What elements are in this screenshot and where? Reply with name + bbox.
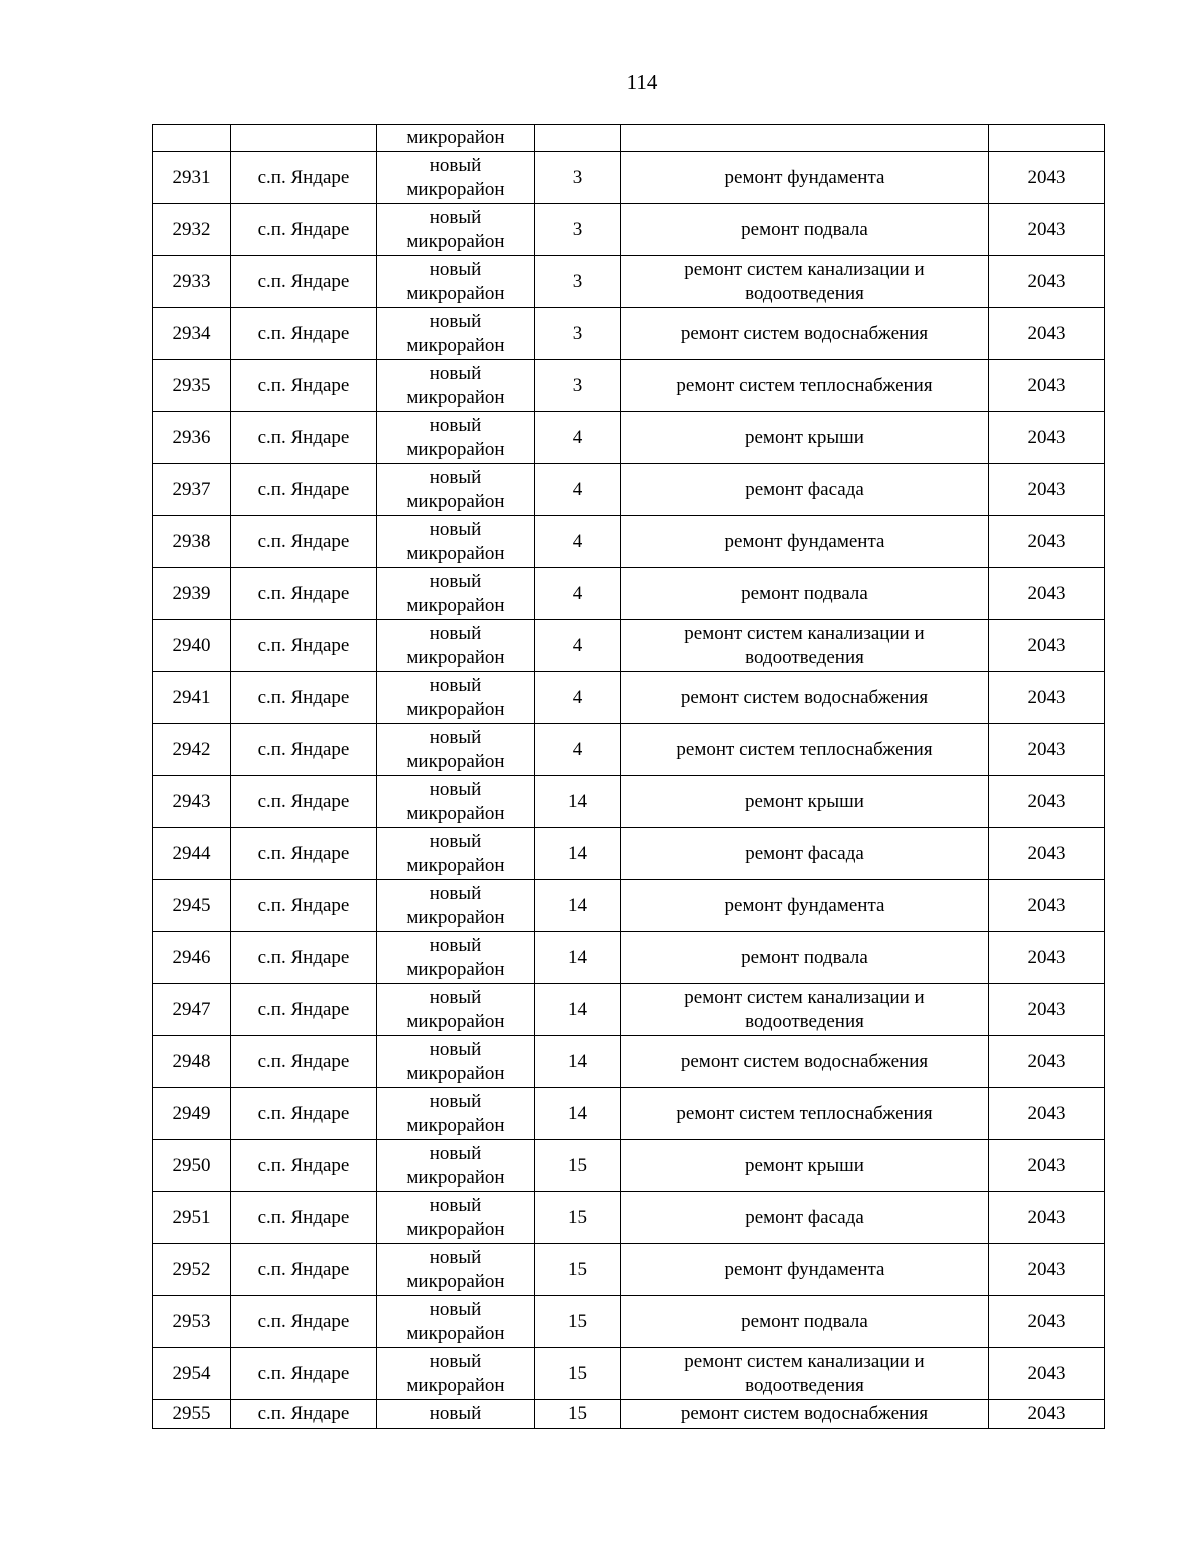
page-number: 114 xyxy=(626,70,658,94)
cell-work-type xyxy=(621,1348,989,1400)
cell-number: 2941 xyxy=(153,672,231,724)
work-line-1: ремонт подвала xyxy=(741,1310,868,1332)
table-row xyxy=(153,1036,1105,1088)
cell-house: 14 xyxy=(535,932,621,984)
cell-number: 2952 xyxy=(153,1244,231,1296)
cell-work-type xyxy=(621,1140,989,1192)
cell-work-type xyxy=(621,932,989,984)
cell-number: 2938 xyxy=(153,516,231,568)
cell-house: 14 xyxy=(535,1088,621,1140)
cell-number: 2950 xyxy=(153,1140,231,1192)
street-line-1: новый xyxy=(429,934,482,956)
cell-house: 4 xyxy=(535,620,621,672)
cell-street xyxy=(377,672,535,724)
cell-number: 2935 xyxy=(153,360,231,412)
cell-street xyxy=(377,1088,535,1140)
street-line-2: микрорайон xyxy=(406,1270,505,1292)
cell-work-type xyxy=(621,360,989,412)
cell-work-type xyxy=(621,620,989,672)
cell-year: 2043 xyxy=(989,1348,1105,1400)
cell-house: 14 xyxy=(535,1036,621,1088)
work-line-1: ремонт подвала xyxy=(741,946,868,968)
cell-year: 2043 xyxy=(989,308,1105,360)
cell-settlement: с.п. Яндаре xyxy=(231,776,377,828)
table-row xyxy=(153,1192,1105,1244)
cell-house: 14 xyxy=(535,984,621,1036)
cell-work-type xyxy=(621,412,989,464)
cell-number: 2946 xyxy=(153,932,231,984)
table-row xyxy=(153,1400,1105,1429)
street-line-2: микрорайон xyxy=(406,230,505,252)
table-row xyxy=(153,1348,1105,1400)
cell-work-type xyxy=(621,1192,989,1244)
work-line-1: ремонт фундамента xyxy=(724,1258,885,1280)
cell-house: 4 xyxy=(535,568,621,620)
work-line-2: водоотведения xyxy=(745,1374,864,1396)
cell-number: 2939 xyxy=(153,568,231,620)
cell-settlement: с.п. Яндаре xyxy=(231,932,377,984)
cell-work-type xyxy=(621,828,989,880)
table-row xyxy=(153,620,1105,672)
cell-year: 2043 xyxy=(989,256,1105,308)
street-line-2: микрорайон xyxy=(406,178,505,200)
table-row xyxy=(153,672,1105,724)
cell-street xyxy=(377,828,535,880)
street-line-2: микрорайон xyxy=(406,334,505,356)
street-line-2: микрорайон xyxy=(406,386,505,408)
cell-settlement: с.п. Яндаре xyxy=(231,672,377,724)
cell-number: 2932 xyxy=(153,204,231,256)
cell-settlement: с.п. Яндаре xyxy=(231,1244,377,1296)
cell-year: 2043 xyxy=(989,672,1105,724)
cell-number: 2944 xyxy=(153,828,231,880)
street-line-2: микрорайон xyxy=(406,1322,505,1344)
street-line-1: новый xyxy=(429,466,482,488)
cell-settlement: с.п. Яндаре xyxy=(231,360,377,412)
table-row xyxy=(153,204,1105,256)
work-line-1: ремонт систем теплоснабжения xyxy=(676,1102,933,1124)
cell-number: 2936 xyxy=(153,412,231,464)
cell-street xyxy=(377,1192,535,1244)
cell-settlement: с.п. Яндаре xyxy=(231,620,377,672)
street-line-1: новый xyxy=(429,1194,482,1216)
table-row xyxy=(153,1244,1105,1296)
cell-house: 14 xyxy=(535,776,621,828)
cell-street xyxy=(377,256,535,308)
street-line-1: новый xyxy=(429,362,482,384)
table-row xyxy=(153,152,1105,204)
street-line-2: микрорайон xyxy=(406,490,505,512)
cell-house xyxy=(535,125,621,152)
cell-street xyxy=(377,204,535,256)
street-line-1: новый xyxy=(429,986,482,1008)
table-row xyxy=(153,932,1105,984)
work-line-1: ремонт систем теплоснабжения xyxy=(676,738,933,760)
street-line-2: микрорайон xyxy=(406,958,505,980)
street-line-2: микрорайон xyxy=(406,698,505,720)
cell-house: 4 xyxy=(535,724,621,776)
work-line-1: ремонт фундамента xyxy=(724,166,885,188)
work-line-1: ремонт фундамента xyxy=(724,530,885,552)
cell-work-type xyxy=(621,256,989,308)
cell-settlement: с.п. Яндаре xyxy=(231,1036,377,1088)
repair-schedule-table xyxy=(152,124,1105,1429)
cell-settlement: с.п. Яндаре xyxy=(231,828,377,880)
cell-street xyxy=(377,308,535,360)
cell-year: 2043 xyxy=(989,620,1105,672)
street-line-2: микрорайон xyxy=(406,1218,505,1240)
cell-house: 15 xyxy=(535,1348,621,1400)
table-row xyxy=(153,360,1105,412)
cell-street xyxy=(377,984,535,1036)
work-line-1: ремонт систем канализации и xyxy=(684,622,925,644)
cell-house: 14 xyxy=(535,828,621,880)
street-line-1: новый xyxy=(429,674,482,696)
cell-street xyxy=(377,724,535,776)
street-line-2: микрорайон xyxy=(406,1114,505,1136)
cell-settlement: с.п. Яндаре xyxy=(231,1088,377,1140)
work-line-2: водоотведения xyxy=(745,282,864,304)
cell-settlement: с.п. Яндаре xyxy=(231,412,377,464)
street-line-1: новый xyxy=(429,1038,482,1060)
cell-settlement: с.п. Яндаре xyxy=(231,256,377,308)
street-line-2: микрорайон xyxy=(406,854,505,876)
table-row xyxy=(153,828,1105,880)
street-line-1: новый xyxy=(429,1142,482,1164)
street-line-2: микрорайон xyxy=(406,646,505,668)
cell-year: 2043 xyxy=(989,1400,1105,1429)
cell-settlement: с.п. Яндаре xyxy=(231,464,377,516)
street-line-1: новый xyxy=(429,258,482,280)
table-row xyxy=(153,516,1105,568)
cell-work-type xyxy=(621,1036,989,1088)
cell-year: 2043 xyxy=(989,776,1105,828)
cell-house: 15 xyxy=(535,1192,621,1244)
street-line-1: новый xyxy=(429,1298,482,1320)
cell-number: 2948 xyxy=(153,1036,231,1088)
cell-street xyxy=(377,412,535,464)
cell-house: 3 xyxy=(535,308,621,360)
cell-number: 2949 xyxy=(153,1088,231,1140)
table-row xyxy=(153,256,1105,308)
cell-street xyxy=(377,464,535,516)
cell-street xyxy=(377,620,535,672)
work-line-1: ремонт систем канализации и xyxy=(684,258,925,280)
cell-work-type xyxy=(621,568,989,620)
cell-number: 2955 xyxy=(153,1400,231,1429)
cell-house: 3 xyxy=(535,360,621,412)
work-line-1: ремонт систем теплоснабжения xyxy=(676,374,933,396)
cell-street xyxy=(377,1036,535,1088)
cell-house: 4 xyxy=(535,516,621,568)
cell-street xyxy=(377,1244,535,1296)
table-row xyxy=(153,1140,1105,1192)
cell-year: 2043 xyxy=(989,412,1105,464)
street-line-1: новый xyxy=(429,310,482,332)
cell-house: 15 xyxy=(535,1140,621,1192)
cell-work-type xyxy=(621,125,989,152)
cell-settlement: с.п. Яндаре xyxy=(231,880,377,932)
cell-number: 2954 xyxy=(153,1348,231,1400)
table-row xyxy=(153,308,1105,360)
cell-year: 2043 xyxy=(989,880,1105,932)
street-line-2: микрорайон xyxy=(406,282,505,304)
table-body xyxy=(153,125,1105,1429)
cell-work-type xyxy=(621,1244,989,1296)
table-row xyxy=(153,776,1105,828)
cell-year: 2043 xyxy=(989,516,1105,568)
cell-number: 2934 xyxy=(153,308,231,360)
table-row xyxy=(153,568,1105,620)
street-line-1: новый xyxy=(429,882,482,904)
cell-settlement: с.п. Яндаре xyxy=(231,1400,377,1429)
cell-year: 2043 xyxy=(989,464,1105,516)
cell-work-type xyxy=(621,516,989,568)
continuation-row xyxy=(153,125,1105,152)
cell-year xyxy=(989,125,1105,152)
cell-house: 3 xyxy=(535,152,621,204)
cell-settlement: с.п. Яндаре xyxy=(231,984,377,1036)
cell-work-type xyxy=(621,1088,989,1140)
cell-street xyxy=(377,1296,535,1348)
cell-street xyxy=(377,568,535,620)
street-line-1: новый xyxy=(429,1350,482,1372)
cell-work-type: ремонт систем водоснабжения xyxy=(621,1400,989,1429)
cell-settlement: с.п. Яндаре xyxy=(231,724,377,776)
street-line-2: микрорайон xyxy=(406,906,505,928)
cell-year: 2043 xyxy=(989,724,1105,776)
table-row xyxy=(153,412,1105,464)
cell-street xyxy=(377,1348,535,1400)
street-line-2: микрорайон xyxy=(406,438,505,460)
table-row xyxy=(153,1296,1105,1348)
cell-number: 2937 xyxy=(153,464,231,516)
work-line-1: ремонт систем канализации и xyxy=(684,1350,925,1372)
cell-street xyxy=(377,152,535,204)
cell-work-type xyxy=(621,724,989,776)
cell-number xyxy=(153,125,231,152)
cell-year: 2043 xyxy=(989,984,1105,1036)
cell-number: 2940 xyxy=(153,620,231,672)
cell-year: 2043 xyxy=(989,1296,1105,1348)
street-line-1: новый xyxy=(429,1246,482,1268)
cell-settlement: с.п. Яндаре xyxy=(231,568,377,620)
cell-settlement: с.п. Яндаре xyxy=(231,152,377,204)
work-line-1: ремонт систем водоснабжения xyxy=(680,1050,929,1072)
cell-settlement: с.п. Яндаре xyxy=(231,204,377,256)
cell-number: 2945 xyxy=(153,880,231,932)
street-line-1: новый xyxy=(429,154,482,176)
street-line-2: микрорайон xyxy=(406,1166,505,1188)
cell-year: 2043 xyxy=(989,828,1105,880)
work-line-1: ремонт крыши xyxy=(745,426,864,448)
cell-house: 15 xyxy=(535,1244,621,1296)
cell-year: 2043 xyxy=(989,1140,1105,1192)
cell-year: 2043 xyxy=(989,568,1105,620)
street-line-1: новый xyxy=(429,518,482,540)
work-line-1: ремонт крыши xyxy=(745,1154,864,1176)
cell-house: 4 xyxy=(535,672,621,724)
work-line-1: ремонт фасада xyxy=(745,1206,864,1228)
work-line-1: ремонт систем водоснабжения xyxy=(680,322,929,344)
cell-street xyxy=(377,776,535,828)
table-row xyxy=(153,724,1105,776)
cell-number: 2933 xyxy=(153,256,231,308)
cell-settlement: с.п. Яндаре xyxy=(231,1192,377,1244)
cell-work-type xyxy=(621,308,989,360)
cell-settlement: с.п. Яндаре xyxy=(231,1140,377,1192)
cell-street: микрорайон xyxy=(377,125,535,152)
cell-street xyxy=(377,516,535,568)
table-row xyxy=(153,464,1105,516)
cell-year: 2043 xyxy=(989,1088,1105,1140)
cell-work-type xyxy=(621,152,989,204)
cell-street xyxy=(377,360,535,412)
cell-work-type xyxy=(621,204,989,256)
cell-house: 15 xyxy=(535,1296,621,1348)
table-row xyxy=(153,1088,1105,1140)
table-row xyxy=(153,880,1105,932)
work-line-2: водоотведения xyxy=(745,1010,864,1032)
cell-year: 2043 xyxy=(989,152,1105,204)
cell-house: 3 xyxy=(535,204,621,256)
cell-settlement: с.п. Яндаре xyxy=(231,1296,377,1348)
work-line-1: ремонт подвала xyxy=(741,582,868,604)
cell-house: 15 xyxy=(535,1400,621,1429)
street-line-2: микрорайон xyxy=(406,1374,505,1396)
cell-year: 2043 xyxy=(989,932,1105,984)
cell-settlement xyxy=(231,125,377,152)
cell-work-type xyxy=(621,672,989,724)
cell-house: 14 xyxy=(535,880,621,932)
work-line-1: ремонт фасада xyxy=(745,478,864,500)
table-row xyxy=(153,984,1105,1036)
street-line-2: микрорайон xyxy=(406,750,505,772)
street-line-2: микрорайон xyxy=(406,594,505,616)
cell-work-type xyxy=(621,984,989,1036)
cell-settlement: с.п. Яндаре xyxy=(231,516,377,568)
work-line-1: ремонт фасада xyxy=(745,842,864,864)
cell-year: 2043 xyxy=(989,1192,1105,1244)
street-line-1: новый xyxy=(429,570,482,592)
cell-number: 2947 xyxy=(153,984,231,1036)
street-line-1: новый xyxy=(429,414,482,436)
cell-year: 2043 xyxy=(989,360,1105,412)
street-line-1: новый xyxy=(429,830,482,852)
street-line-1: новый xyxy=(429,726,482,748)
street-line-1: новый xyxy=(429,778,482,800)
cell-number: 2931 xyxy=(153,152,231,204)
cell-house: 4 xyxy=(535,412,621,464)
cell-settlement: с.п. Яндаре xyxy=(231,308,377,360)
work-line-1: ремонт фундамента xyxy=(724,894,885,916)
cell-year: 2043 xyxy=(989,1244,1105,1296)
cell-street xyxy=(377,932,535,984)
cell-street: новый xyxy=(377,1400,535,1429)
cell-work-type xyxy=(621,1296,989,1348)
cell-number: 2942 xyxy=(153,724,231,776)
work-line-1: ремонт систем канализации и xyxy=(684,986,925,1008)
cell-house: 4 xyxy=(535,464,621,516)
work-line-2: водоотведения xyxy=(745,646,864,668)
work-line-1: ремонт систем водоснабжения xyxy=(680,686,929,708)
cell-number: 2953 xyxy=(153,1296,231,1348)
cell-house: 3 xyxy=(535,256,621,308)
street-line-1: новый xyxy=(429,622,482,644)
cell-work-type xyxy=(621,880,989,932)
street-line-1: новый xyxy=(429,206,482,228)
cell-number: 2951 xyxy=(153,1192,231,1244)
street-line-2: микрорайон xyxy=(406,1062,505,1084)
work-line-1: ремонт подвала xyxy=(741,218,868,240)
street-line-1: новый xyxy=(429,1090,482,1112)
cell-year: 2043 xyxy=(989,204,1105,256)
cell-street xyxy=(377,880,535,932)
cell-number: 2943 xyxy=(153,776,231,828)
cell-work-type xyxy=(621,776,989,828)
street-line-2: микрорайон xyxy=(406,1010,505,1032)
work-line-1: ремонт крыши xyxy=(745,790,864,812)
cell-settlement: с.п. Яндаре xyxy=(231,1348,377,1400)
cell-year: 2043 xyxy=(989,1036,1105,1088)
cell-street xyxy=(377,1140,535,1192)
street-line-2: микрорайон xyxy=(406,542,505,564)
street-line-2: микрорайон xyxy=(406,802,505,824)
cell-work-type xyxy=(621,464,989,516)
